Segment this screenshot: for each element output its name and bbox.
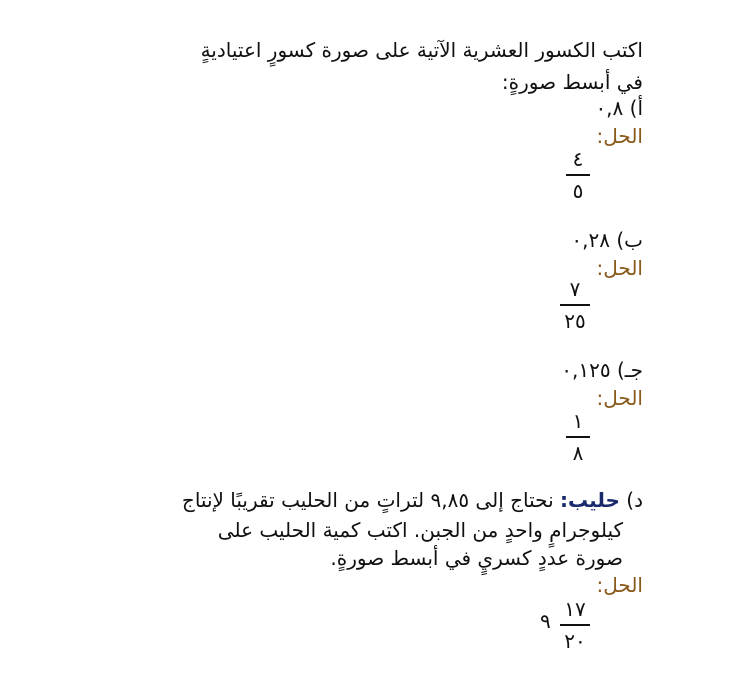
fraction-bar — [560, 624, 590, 626]
milk-denominator: ٢٠ — [564, 629, 586, 653]
part-b-numerator: ٧ — [569, 277, 581, 301]
part-c-numerator: ١ — [572, 409, 584, 433]
fraction-bar — [566, 174, 590, 176]
part-b-denominator: ٢٥ — [564, 309, 586, 333]
milk-line-1-text: نحتاج إلى ٩,٨٥ لتراتٍ من الحليب تقريبًا لإنتاج — [181, 488, 554, 512]
milk-problem-line-1 — [182, 488, 643, 512]
part-a-solution-label: الحل: — [596, 124, 643, 148]
milk-prefix: د) — [626, 488, 643, 512]
part-a-fraction — [566, 148, 590, 202]
part-a-numerator: ٤ — [572, 147, 584, 171]
intro-line-2: في أبسط صورةٍ: — [501, 70, 643, 94]
part-c-denominator: ٨ — [572, 441, 584, 465]
part-c-solution-label: الحل: — [596, 386, 643, 410]
milk-numerator: ١٧ — [564, 597, 586, 621]
milk-solution-label: الحل: — [596, 573, 643, 597]
milk-mixed-fraction — [560, 598, 590, 652]
fraction-bar — [560, 304, 590, 306]
part-a-denominator: ٥ — [572, 179, 584, 203]
part-c-fraction — [566, 410, 590, 464]
part-b-fraction — [560, 278, 590, 332]
milk-whole-number: ٩ — [540, 609, 551, 633]
intro-line-1: اكتب الكسور العشرية الآتية على صورة كسورٍ اعتياديةٍ — [200, 38, 643, 62]
milk-problem-line-3: صورة عددٍ كسريٍ في أبسط صورةٍ. — [330, 546, 623, 570]
part-c-item: جـ) ٠,١٢٥ — [561, 358, 643, 382]
part-b-item: ب) ٠,٢٨ — [571, 228, 643, 252]
milk-problem-line-2: كيلوجرامٍ واحدٍ من الجبن. اكتب كمية الحليب على — [217, 518, 623, 542]
part-b-solution-label: الحل: — [596, 256, 643, 280]
part-a-item: أ) ٠,٨ — [595, 96, 643, 120]
milk-keyword: حليب: — [560, 488, 620, 512]
fraction-bar — [566, 436, 590, 438]
